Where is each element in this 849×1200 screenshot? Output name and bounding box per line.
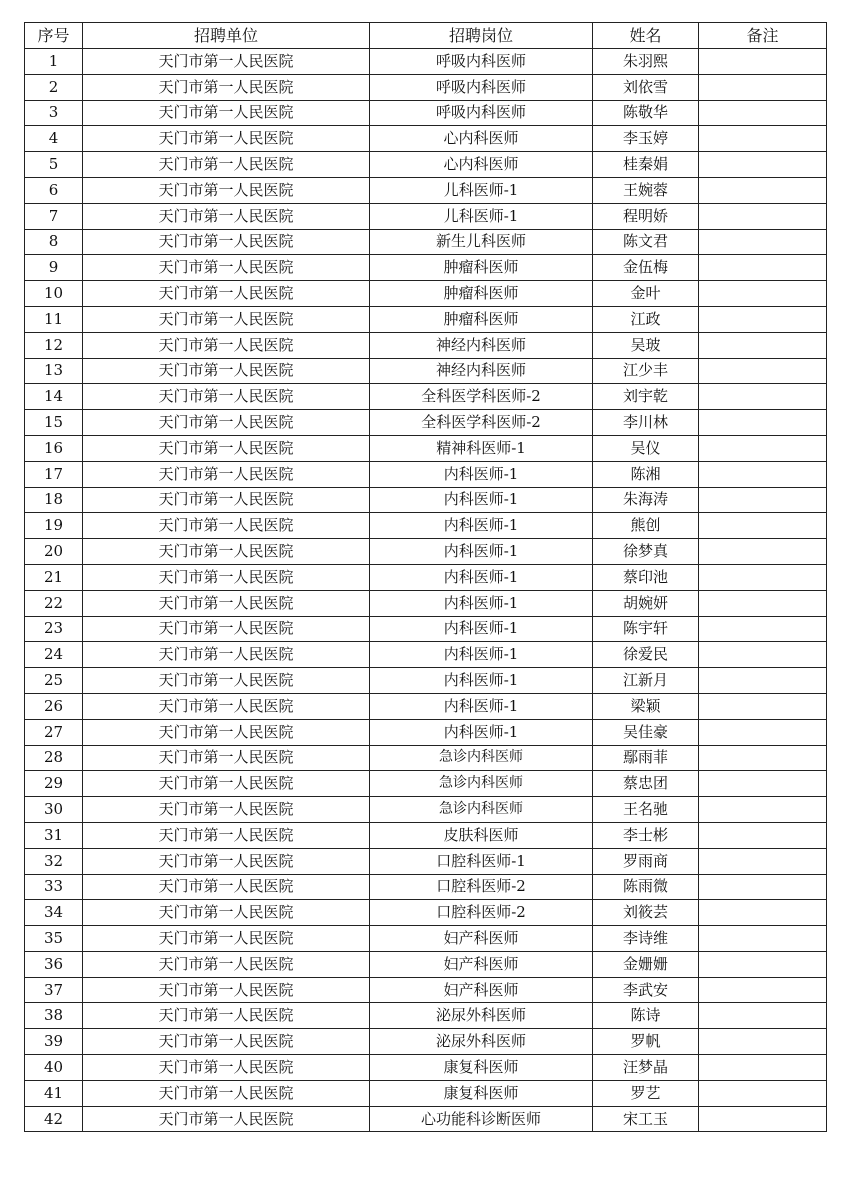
table-row [25,668,827,694]
table-row [25,693,827,719]
cell-index: 20 [25,539,83,565]
table-row [25,1080,827,1106]
cell-index: 27 [25,719,83,745]
cell-position: 呼吸内科医师 [370,100,593,126]
cell-employer: 天门市第一人民医院 [83,693,370,719]
table-row [25,848,827,874]
cell-index: 23 [25,616,83,642]
cell-name: 李川林 [593,410,699,436]
cell-position: 内科医师-1 [370,461,593,487]
cell-index: 17 [25,461,83,487]
table-row [25,745,827,771]
header-position: 招聘岗位 [370,23,593,49]
cell-name: 李武安 [593,977,699,1003]
cell-index: 26 [25,693,83,719]
cell-remarks [699,203,827,229]
cell-position: 肿瘤科医师 [370,306,593,332]
cell-index: 13 [25,358,83,384]
cell-name: 陈雨微 [593,874,699,900]
cell-name: 梁颖 [593,693,699,719]
cell-employer: 天门市第一人民医院 [83,203,370,229]
cell-index: 3 [25,100,83,126]
cell-remarks [699,358,827,384]
cell-remarks [699,255,827,281]
cell-position: 内科医师-1 [370,564,593,590]
cell-index: 7 [25,203,83,229]
cell-index: 32 [25,848,83,874]
cell-name: 王名驰 [593,797,699,823]
cell-employer: 天门市第一人民医院 [83,900,370,926]
cell-position: 内科医师-1 [370,616,593,642]
cell-employer: 天门市第一人民医院 [83,642,370,668]
cell-position: 急诊内科医师 [370,797,593,823]
cell-index: 34 [25,900,83,926]
cell-position: 心内科医师 [370,126,593,152]
cell-remarks [699,668,827,694]
cell-name: 王婉蓉 [593,177,699,203]
cell-employer: 天门市第一人民医院 [83,126,370,152]
cell-remarks [699,74,827,100]
table-row [25,977,827,1003]
cell-name: 朱羽熙 [593,49,699,75]
cell-position: 急诊内科医师 [370,745,593,771]
cell-index: 19 [25,513,83,539]
recruitment-list-sheet [24,22,826,1132]
cell-name: 胡婉妍 [593,590,699,616]
cell-employer: 天门市第一人民医院 [83,49,370,75]
cell-index: 30 [25,797,83,823]
cell-employer: 天门市第一人民医院 [83,539,370,565]
cell-employer: 天门市第一人民医院 [83,1003,370,1029]
cell-remarks [699,1080,827,1106]
cell-name: 金叶 [593,281,699,307]
cell-index: 37 [25,977,83,1003]
cell-name: 蔡印池 [593,564,699,590]
table-row [25,177,827,203]
cell-remarks [699,177,827,203]
table-row [25,874,827,900]
cell-employer: 天门市第一人民医院 [83,100,370,126]
table-row [25,49,827,75]
cell-name: 刘筱芸 [593,900,699,926]
table-row [25,1003,827,1029]
cell-remarks [699,49,827,75]
cell-remarks [699,590,827,616]
cell-employer: 天门市第一人民医院 [83,1055,370,1081]
cell-index: 8 [25,229,83,255]
cell-remarks [699,1003,827,1029]
cell-position: 泌尿外科医师 [370,1029,593,1055]
cell-remarks [699,306,827,332]
cell-remarks [699,281,827,307]
cell-employer: 天门市第一人民医院 [83,358,370,384]
cell-position: 呼吸内科医师 [370,49,593,75]
cell-employer: 天门市第一人民医院 [83,255,370,281]
cell-name: 刘依雪 [593,74,699,100]
cell-remarks [699,513,827,539]
cell-name: 熊创 [593,513,699,539]
cell-position: 内科医师-1 [370,513,593,539]
cell-name: 金姗姗 [593,951,699,977]
cell-position: 肿瘤科医师 [370,281,593,307]
cell-name: 李玉婷 [593,126,699,152]
cell-index: 33 [25,874,83,900]
table-row [25,435,827,461]
table-row [25,358,827,384]
cell-name: 陈敬华 [593,100,699,126]
cell-employer: 天门市第一人民医院 [83,384,370,410]
table-row [25,1106,827,1132]
cell-employer: 天门市第一人民医院 [83,281,370,307]
cell-position: 妇产科医师 [370,926,593,952]
cell-index: 2 [25,74,83,100]
cell-name: 刘宇乾 [593,384,699,410]
cell-index: 28 [25,745,83,771]
table-row [25,384,827,410]
cell-employer: 天门市第一人民医院 [83,74,370,100]
cell-remarks [699,848,827,874]
header-row [25,23,827,49]
cell-name: 江新月 [593,668,699,694]
cell-remarks [699,797,827,823]
cell-index: 22 [25,590,83,616]
cell-position: 全科医学科医师-2 [370,384,593,410]
cell-employer: 天门市第一人民医院 [83,513,370,539]
cell-name: 江少丰 [593,358,699,384]
cell-employer: 天门市第一人民医院 [83,487,370,513]
cell-position: 内科医师-1 [370,539,593,565]
table-row [25,822,827,848]
cell-remarks [699,874,827,900]
cell-remarks [699,461,827,487]
cell-position: 内科医师-1 [370,668,593,694]
cell-remarks [699,951,827,977]
cell-name: 江政 [593,306,699,332]
cell-position: 心内科医师 [370,152,593,178]
cell-remarks [699,822,827,848]
table-row [25,229,827,255]
cell-employer: 天门市第一人民医院 [83,771,370,797]
cell-index: 31 [25,822,83,848]
cell-position: 泌尿外科医师 [370,1003,593,1029]
table-row [25,900,827,926]
cell-remarks [699,900,827,926]
cell-name: 桂秦娟 [593,152,699,178]
cell-employer: 天门市第一人民医院 [83,951,370,977]
cell-remarks [699,642,827,668]
cell-position: 全科医学科医师-2 [370,410,593,436]
table-row [25,281,827,307]
cell-position: 内科医师-1 [370,590,593,616]
table-row [25,203,827,229]
cell-position: 神经内科医师 [370,358,593,384]
cell-name: 罗雨商 [593,848,699,874]
cell-index: 15 [25,410,83,436]
table-row [25,74,827,100]
cell-index: 42 [25,1106,83,1132]
cell-index: 38 [25,1003,83,1029]
cell-name: 蔡忠团 [593,771,699,797]
cell-remarks [699,100,827,126]
cell-remarks [699,332,827,358]
table-row [25,461,827,487]
cell-index: 36 [25,951,83,977]
cell-employer: 天门市第一人民医院 [83,1106,370,1132]
cell-name: 汪梦晶 [593,1055,699,1081]
cell-name: 吴佳豪 [593,719,699,745]
cell-employer: 天门市第一人民医院 [83,229,370,255]
header-index: 序号 [25,23,83,49]
cell-employer: 天门市第一人民医院 [83,1029,370,1055]
cell-name: 程明娇 [593,203,699,229]
table-row [25,1029,827,1055]
cell-name: 罗帆 [593,1029,699,1055]
cell-position: 急诊内科医师 [370,771,593,797]
header-remarks: 备注 [699,23,827,49]
table-row [25,719,827,745]
cell-employer: 天门市第一人民医院 [83,410,370,436]
table-row [25,306,827,332]
cell-name: 罗艺 [593,1080,699,1106]
table-row [25,513,827,539]
cell-position: 口腔科医师-2 [370,874,593,900]
table-row [25,771,827,797]
cell-employer: 天门市第一人民医院 [83,977,370,1003]
cell-position: 内科医师-1 [370,642,593,668]
cell-name: 鄢雨菲 [593,745,699,771]
cell-employer: 天门市第一人民医院 [83,332,370,358]
cell-index: 29 [25,771,83,797]
cell-index: 18 [25,487,83,513]
table-header [25,23,827,49]
cell-remarks [699,126,827,152]
cell-remarks [699,564,827,590]
cell-position: 呼吸内科医师 [370,74,593,100]
cell-name: 金伍梅 [593,255,699,281]
cell-employer: 天门市第一人民医院 [83,461,370,487]
table-row [25,642,827,668]
cell-position: 心功能科诊断医师 [370,1106,593,1132]
cell-position: 内科医师-1 [370,719,593,745]
cell-name: 陈宇轩 [593,616,699,642]
cell-employer: 天门市第一人民医院 [83,177,370,203]
table-row [25,926,827,952]
cell-employer: 天门市第一人民医院 [83,926,370,952]
cell-remarks [699,435,827,461]
cell-remarks [699,539,827,565]
cell-employer: 天门市第一人民医院 [83,564,370,590]
table-row [25,152,827,178]
cell-position: 康复科医师 [370,1055,593,1081]
header-employer: 招聘单位 [83,23,370,49]
table-row [25,539,827,565]
cell-position: 儿科医师-1 [370,177,593,203]
cell-index: 6 [25,177,83,203]
cell-position: 内科医师-1 [370,693,593,719]
recruitment-table [24,22,827,1132]
cell-name: 李士彬 [593,822,699,848]
cell-name: 陈诗 [593,1003,699,1029]
cell-position: 妇产科医师 [370,951,593,977]
header-name: 姓名 [593,23,699,49]
cell-name: 李诗维 [593,926,699,952]
cell-position: 儿科医师-1 [370,203,593,229]
table-row [25,100,827,126]
cell-remarks [699,1029,827,1055]
cell-name: 吴玻 [593,332,699,358]
cell-position: 康复科医师 [370,1080,593,1106]
cell-index: 11 [25,306,83,332]
cell-remarks [699,616,827,642]
cell-position: 肿瘤科医师 [370,255,593,281]
table-row [25,332,827,358]
cell-index: 10 [25,281,83,307]
cell-employer: 天门市第一人民医院 [83,874,370,900]
cell-remarks [699,152,827,178]
cell-index: 12 [25,332,83,358]
cell-employer: 天门市第一人民医院 [83,848,370,874]
table-row [25,797,827,823]
cell-employer: 天门市第一人民医院 [83,822,370,848]
cell-name: 徐梦真 [593,539,699,565]
cell-employer: 天门市第一人民医院 [83,1080,370,1106]
cell-position: 内科医师-1 [370,487,593,513]
cell-index: 5 [25,152,83,178]
cell-index: 35 [25,926,83,952]
cell-position: 妇产科医师 [370,977,593,1003]
cell-remarks [699,977,827,1003]
cell-remarks [699,926,827,952]
cell-index: 40 [25,1055,83,1081]
table-row [25,255,827,281]
cell-employer: 天门市第一人民医院 [83,719,370,745]
cell-employer: 天门市第一人民医院 [83,668,370,694]
cell-employer: 天门市第一人民医院 [83,152,370,178]
table-row [25,410,827,436]
cell-index: 25 [25,668,83,694]
cell-position: 新生儿科医师 [370,229,593,255]
cell-index: 39 [25,1029,83,1055]
table-row [25,590,827,616]
cell-remarks [699,384,827,410]
cell-position: 口腔科医师-2 [370,900,593,926]
cell-name: 宋工玉 [593,1106,699,1132]
cell-name: 陈文君 [593,229,699,255]
cell-index: 24 [25,642,83,668]
cell-remarks [699,771,827,797]
cell-index: 21 [25,564,83,590]
cell-position: 神经内科医师 [370,332,593,358]
cell-employer: 天门市第一人民医院 [83,616,370,642]
cell-remarks [699,410,827,436]
table-row [25,616,827,642]
cell-index: 41 [25,1080,83,1106]
cell-remarks [699,487,827,513]
cell-remarks [699,229,827,255]
table-row [25,564,827,590]
cell-name: 陈湘 [593,461,699,487]
cell-remarks [699,1055,827,1081]
cell-index: 1 [25,49,83,75]
cell-position: 口腔科医师-1 [370,848,593,874]
cell-employer: 天门市第一人民医院 [83,745,370,771]
table-row [25,126,827,152]
cell-index: 4 [25,126,83,152]
cell-remarks [699,719,827,745]
cell-name: 徐爱民 [593,642,699,668]
cell-employer: 天门市第一人民医院 [83,797,370,823]
table-row [25,951,827,977]
cell-index: 9 [25,255,83,281]
table-row [25,1055,827,1081]
cell-position: 皮肤科医师 [370,822,593,848]
cell-employer: 天门市第一人民医院 [83,435,370,461]
cell-position: 精神科医师-1 [370,435,593,461]
cell-remarks [699,745,827,771]
cell-employer: 天门市第一人民医院 [83,306,370,332]
table-row [25,487,827,513]
cell-remarks [699,1106,827,1132]
cell-index: 14 [25,384,83,410]
cell-remarks [699,693,827,719]
cell-name: 朱海涛 [593,487,699,513]
table-body [25,49,827,1132]
cell-name: 吴仪 [593,435,699,461]
cell-employer: 天门市第一人民医院 [83,590,370,616]
cell-index: 16 [25,435,83,461]
